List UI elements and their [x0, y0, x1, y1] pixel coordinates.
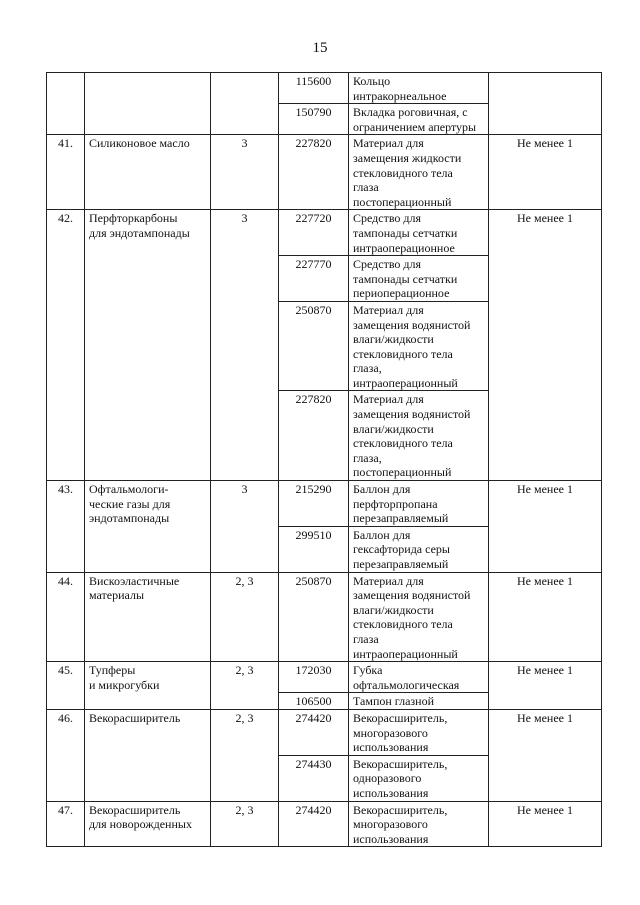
item-description: Кольцо интракорнеальное	[349, 73, 489, 104]
item-description: Векорасширитель, одноразового использования	[349, 755, 489, 801]
item-code: 274430	[279, 755, 349, 801]
device-class-name: Офтальмологи- ческие газы для эндотампонады	[85, 481, 211, 573]
quantity-requirement: Не менее 1	[489, 135, 602, 210]
item-code: 115600	[279, 73, 349, 104]
item-description: Вкладка роговичная, с ограничением апертуры	[349, 104, 489, 135]
item-description: Векорасширитель, многоразового использования	[349, 801, 489, 847]
item-code: 106500	[279, 693, 349, 710]
item-code: 227770	[279, 256, 349, 302]
item-description: Средство для тампонады сетчатки интраоперационное	[349, 210, 489, 256]
item-code: 150790	[279, 104, 349, 135]
row-number: 42.	[47, 210, 85, 481]
quantity-requirement: Не менее 1	[489, 662, 602, 710]
quantity-requirement	[489, 73, 602, 135]
item-description: Материал для замещения водянистой влаги/жидкости стекловидного тела глаза интраоперационный	[349, 572, 489, 662]
table-row	[47, 572, 602, 662]
device-group: 3	[211, 210, 279, 481]
device-group	[211, 73, 279, 135]
table-row	[47, 481, 602, 527]
medical-devices-table	[46, 72, 602, 847]
item-description: Баллон для гексафторида серы перезаправляемый	[349, 526, 489, 572]
device-class-name	[85, 73, 211, 135]
item-code: 274420	[279, 709, 349, 755]
item-code: 250870	[279, 301, 349, 391]
device-class-name: Силиконовое масло	[85, 135, 211, 210]
device-group: 2, 3	[211, 709, 279, 801]
page-number: 15	[312, 40, 328, 56]
device-class-name: Тупферы и микрогубки	[85, 662, 211, 710]
device-class-name: Векорасширитель для новорожденных	[85, 801, 211, 847]
device-class-name: Вискоэластичные материалы	[85, 572, 211, 662]
item-code: 299510	[279, 526, 349, 572]
table-row	[47, 662, 602, 693]
table-row	[47, 210, 602, 256]
item-code: 227820	[279, 391, 349, 481]
quantity-requirement: Не менее 1	[489, 709, 602, 801]
table-row	[47, 135, 602, 210]
device-group: 2, 3	[211, 801, 279, 847]
device-group: 3	[211, 481, 279, 573]
device-group: 3	[211, 135, 279, 210]
item-description: Губка офтальмологическая	[349, 662, 489, 693]
row-number: 41.	[47, 135, 85, 210]
table-row	[47, 801, 602, 847]
item-code: 215290	[279, 481, 349, 527]
item-description: Материал для замещения жидкости стекловидного тела глаза постоперационный	[349, 135, 489, 210]
item-description: Средство для тампонады сетчатки периоперационное	[349, 256, 489, 302]
item-code: 227720	[279, 210, 349, 256]
device-class-name: Векорасширитель	[85, 709, 211, 801]
device-group: 2, 3	[211, 572, 279, 662]
item-description: Материал для замещения водянистой влаги/жидкости стекловидного тела глаза, постоперационный	[349, 391, 489, 481]
item-description: Материал для замещения водянистой влаги/жидкости стекловидного тела глаза, интраоперационный	[349, 301, 489, 391]
item-description: Векорасширитель, многоразового использования	[349, 709, 489, 755]
device-group: 2, 3	[211, 662, 279, 710]
quantity-requirement: Не менее 1	[489, 801, 602, 847]
item-description: Тампон глазной	[349, 693, 489, 710]
table-row	[47, 709, 602, 755]
device-class-name: Перфторкарбоны для эндотампонады	[85, 210, 211, 481]
row-number	[47, 73, 85, 135]
table-row	[47, 73, 602, 104]
item-code: 274420	[279, 801, 349, 847]
row-number: 45.	[47, 662, 85, 710]
row-number: 46.	[47, 709, 85, 801]
item-description: Баллон для перфторпропана перезаправляемый	[349, 481, 489, 527]
quantity-requirement: Не менее 1	[489, 572, 602, 662]
table-body	[47, 73, 602, 847]
quantity-requirement: Не менее 1	[489, 210, 602, 481]
row-number: 44.	[47, 572, 85, 662]
quantity-requirement: Не менее 1	[489, 481, 602, 573]
item-code: 227820	[279, 135, 349, 210]
row-number: 47.	[47, 801, 85, 847]
item-code: 172030	[279, 662, 349, 693]
row-number: 43.	[47, 481, 85, 573]
item-code: 250870	[279, 572, 349, 662]
